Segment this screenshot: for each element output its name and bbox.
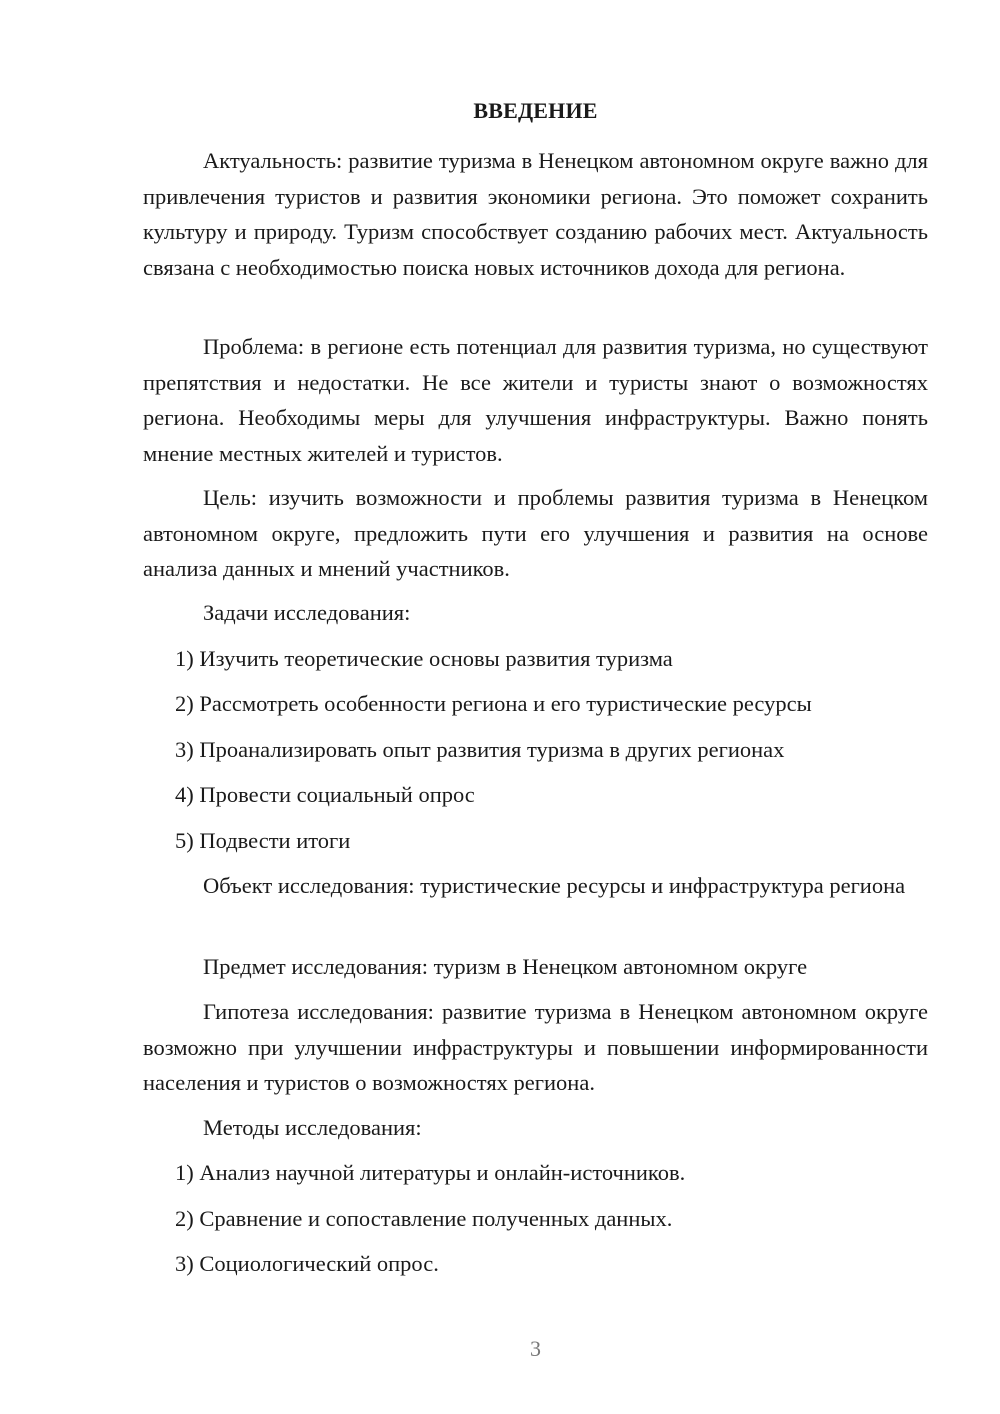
tasks-heading: Задачи исследования: — [203, 600, 411, 625]
task-item: 1) Изучить теоретические основы развития туризма — [175, 646, 673, 671]
relevance-paragraph: Актуальность: развитие туризма в Ненецком автономном округе важно для привлечения туристов и развития экономики региона. Это поможет сохранить культуру и природу. Туризм способствует созданию рабочих мест. Актуальность связана с необходимостью поиска новых источников дохода для региона. — [143, 148, 928, 280]
task-item: 3) Проанализировать опыт развития туризма в других регионах — [175, 737, 785, 762]
task-item: 2) Рассмотреть особенности региона и его туристические ресурсы — [175, 691, 812, 716]
problem-paragraph: Проблема: в регионе есть потенциал для развития туризма, но существуют препятствия и недостатки. Не все жители и туристы знают о возможностях региона. Необходимы меры для улучшения инфраструктуры. Важно понять мнение местных жителей и туристов. — [143, 334, 928, 466]
page-number: 3 — [530, 1336, 541, 1361]
task-item: 5) Подвести итоги — [175, 828, 351, 853]
document-page — [143, 0, 928, 1414]
task-item: 4) Провести социальный опрос — [175, 782, 475, 807]
goal-paragraph: Цель: изучить возможности и проблемы развития туризма в Ненецком автономном округе, предложить пути его улучшения и развития на основе анализа данных и мнений участников. — [143, 485, 928, 581]
method-item: 2) Сравнение и сопоставление полученных данных. — [175, 1206, 673, 1231]
methods-heading: Методы исследования: — [203, 1115, 422, 1140]
section-title: ВВЕДЕНИЕ — [473, 98, 598, 123]
subject-paragraph: Предмет исследования: туризм в Ненецком автономном округе — [203, 954, 808, 979]
method-item: 3) Социологический опрос. — [175, 1251, 439, 1276]
method-item: 1) Анализ научной литературы и онлайн-источников. — [175, 1160, 686, 1185]
object-paragraph: Объект исследования: туристические ресурсы и инфраструктура региона — [203, 873, 906, 898]
hypothesis-paragraph: Гипотеза исследования: развитие туризма в Ненецком автономном округе возможно при улучшении инфраструктуры и повышении информированности населения и туристов о возможностях региона. — [143, 999, 928, 1095]
